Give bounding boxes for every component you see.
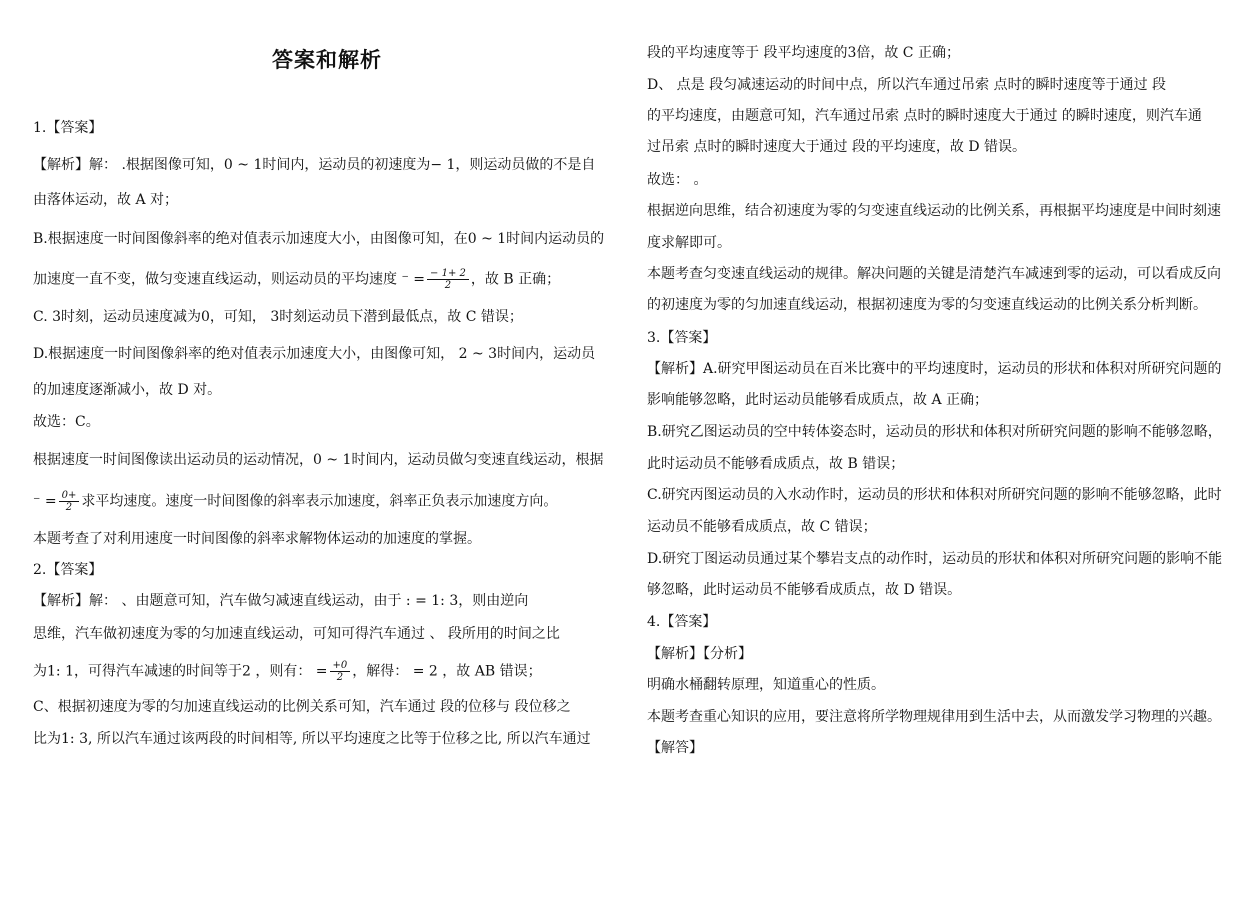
text-line: 【解答】 <box>647 740 703 756</box>
text-line: C、根据初速度为零的匀加速直线运动的比例关系可知，汽车通过 段的位移与 段位移之 <box>33 699 571 715</box>
text-line: 此时运动员不能够看成质点，故 B 错误； <box>647 456 905 472</box>
text-line: 的初速度为零的匀加速直线运动，根据初速度为零的匀变速直线运动的比例关系分析判断。 <box>647 297 1207 313</box>
fraction-denominator: 2 <box>336 672 344 683</box>
text-line: D、 点是 段匀减速运动的时间中点，所以汽车通过吊索 点时的瞬时速度等于通过 段 <box>647 77 1167 93</box>
text-segment: ⁻ = <box>33 493 57 510</box>
text-line: 的加速度逐渐减小，故 D 对。 <box>33 382 222 398</box>
text-line: 本题考查了对利用速度一时间图像的斜率求解物体运动的加速度的掌握。 <box>33 531 481 547</box>
text-line: B.根据速度一时间图像斜率的绝对值表示加速度大小，由图像可知，在0 ~ 1时间内运动员的 <box>33 231 605 247</box>
text-line: C. 3时刻，运动员速度减为0，可知， 3时刻运动员下潜到最低点，故 C 错误； <box>33 309 523 325</box>
text-line: 影响能够忽略，此时运动员能够看成质点，故 A 正确； <box>647 392 989 408</box>
text-line-with-fraction <box>33 660 542 683</box>
fraction <box>427 268 469 291</box>
text-segment: ，解得： = 2 ，故 AB 错误； <box>352 663 542 680</box>
text-segment: 求平均速度。速度一时间图像的斜率表示加速度，斜率正负表示加速度方向。 <box>81 493 558 510</box>
text-line: B.研究乙图运动员的空中转体姿态时，运动员的形状和体积对所研究问题的影响不能够忽略， <box>647 424 1222 440</box>
text-line: 运动员不能够看成质点，故 C 错误； <box>647 519 877 535</box>
text-line: 比为1: 3, 所以汽车通过该两段的时间相等, 所以平均速度之比等于位移之比, 所以汽车通过 <box>33 731 591 747</box>
text-line: 的平均速度，由题意可知，汽车通过吊索 点时的瞬时速度大于通过 的瞬时速度，则汽车通 <box>647 108 1202 124</box>
fraction-denominator: 2 <box>65 502 73 513</box>
text-line: 度求解即可。 <box>647 235 731 251</box>
answer-1-heading: 1.【答案】 <box>33 120 103 136</box>
text-line-with-fraction <box>33 268 560 291</box>
text-line: 本题考查重心知识的应用，要注意将所学物理规律用到生活中去，从而激发学习物理的兴趣。 <box>647 709 1221 725</box>
text-line: 故选：C。 <box>33 414 100 430</box>
answer-3-heading: 3.【答案】 <box>647 330 717 346</box>
text-line: 根据速度一时间图像读出运动员的运动情况，0 ~ 1时间内，运动员做匀变速直线运动，根据 <box>33 452 604 468</box>
answer-4-heading: 4.【答案】 <box>647 614 717 630</box>
text-line: D.根据速度一时间图像斜率的绝对值表示加速度大小，由图像可知， 2 ~ 3时间内，运动员 <box>33 346 596 362</box>
text-line-with-fraction <box>33 490 557 513</box>
text-line: 由落体运动，故 A 对； <box>33 192 179 208</box>
text-line: 【解析】解： 、由题意可知，汽车做匀减速直线运动，由于 : = 1: 3，则由逆向 <box>33 593 529 609</box>
text-line: 本题考查匀变速直线运动的规律。解决问题的关键是清楚汽车减速到零的运动，可以看成反向 <box>647 266 1221 282</box>
fraction-numerator: − 1+ 2 <box>427 268 469 280</box>
fraction <box>59 490 80 513</box>
fraction-numerator: 0+ <box>59 490 80 502</box>
text-line: 根据逆向思维，结合初速度为零的匀变速直线运动的比例关系，再根据平均速度是中间时刻速 <box>647 203 1221 219</box>
text-line: D.研究丁图运动员通过某个攀岩支点的动作时，运动员的形状和体积对所研究问题的影响不能 <box>647 551 1223 567</box>
text-line: 【解析】【分析】 <box>647 646 752 662</box>
fraction-numerator: +0 <box>330 660 351 672</box>
text-line: 思维，汽车做初速度为零的匀加速直线运动，可知可得汽车通过 、 段所用的时间之比 <box>33 626 560 642</box>
page-title: 答案和解析 <box>272 48 382 72</box>
text-line: 过吊索 点时的瞬时速度大于通过 段的平均速度，故 D 错误。 <box>647 139 1027 155</box>
text-line: 【解析】A.研究甲图运动员在百米比赛中的平均速度时，运动员的形状和体积对所研究问题的 <box>647 361 1222 377</box>
text-line: 【解析】解： .根据图像可知，0 ~ 1时间内，运动员的初速度为− 1，则运动员做的不是自 <box>33 157 596 173</box>
text-segment: ，故 B 正确； <box>470 271 561 288</box>
text-line: 够忽略，此时运动员不能够看成质点，故 D 错误。 <box>647 582 962 598</box>
text-line: C.研究丙图运动员的入水动作时，运动员的形状和体积对所研究问题的影响不能够忽略，此时 <box>647 487 1222 503</box>
answer-2-heading: 2.【答案】 <box>33 562 103 578</box>
text-line: 段的平均速度等于 段平均速度的3倍，故 C 正确； <box>647 45 960 61</box>
text-line: 故选： 。 <box>647 172 708 188</box>
text-segment: 加速度一直不变，做匀变速直线运动，则运动员的平均速度 ⁻ = <box>33 271 426 288</box>
fraction <box>330 660 351 683</box>
fraction-denominator: 2 <box>444 280 452 291</box>
text-line: 明确水桶翻转原理，知道重心的性质。 <box>647 677 885 693</box>
text-segment: 为1: 1，可得汽车减速的时间等于2 ，则有： = <box>33 663 328 680</box>
